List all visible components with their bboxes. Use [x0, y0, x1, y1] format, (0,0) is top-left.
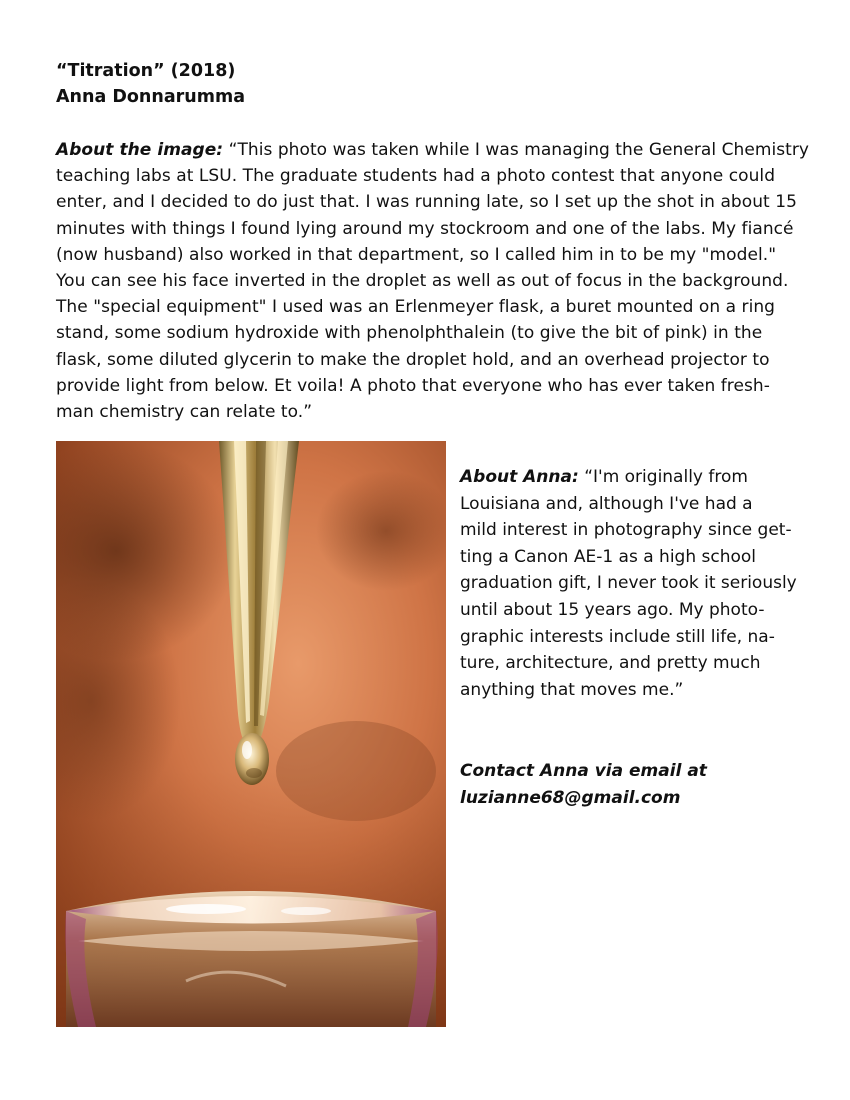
- about-anna-paragraph: [460, 464, 820, 703]
- contact-label: Contact Anna via email at: [460, 761, 707, 781]
- about-image-line: (now husband) also worked in that department, so I called him in to be my "model.": [56, 244, 777, 265]
- flask-rim: [65, 891, 437, 1027]
- about-image-line: The "special equipment" I used was an Erlenmeyer flask, a buret mounted on a ring: [56, 297, 776, 318]
- about-image-line: enter, and I decided to do just that. I was running late, so I set up the shot in about 15: [56, 192, 797, 213]
- about-the-image-paragraph: [56, 137, 816, 425]
- about-image-line: minutes with things I found lying around my stockroom and one of the labs. My fiancé: [56, 218, 794, 239]
- about-anna-line: mild interest in photography since get-: [460, 520, 792, 541]
- about-image-line: teaching labs at LSU. The graduate students had a photo contest that anyone could: [56, 166, 776, 187]
- titration-photo: [56, 441, 446, 1027]
- about-image-line: stand, some sodium hydroxide with phenolphthalein (to give the bit of pink) in the: [56, 323, 763, 344]
- about-anna-line: until about 15 years ago. My photo-: [460, 599, 765, 620]
- about-image-line: man chemistry can relate to.”: [56, 402, 313, 423]
- about-anna-line: ture, architecture, and pretty much: [460, 653, 761, 674]
- about-anna-line-1: [460, 464, 820, 491]
- about-anna-text: “I'm originally from: [578, 467, 748, 487]
- about-image-line: flask, some diluted glycerin to make the droplet hold, and an overhead projector to: [56, 349, 770, 370]
- about-anna-line: graduation gift, I never took it seriously: [460, 573, 797, 594]
- about-image-line: provide light from below. Et voila! A photo that everyone who has ever taken fresh-: [56, 375, 770, 396]
- about-image-label: About the image:: [56, 140, 224, 160]
- about-anna-line: graphic interests include still life, na-: [460, 626, 775, 647]
- header: [56, 58, 245, 110]
- photo-title: “Titration” (2018): [56, 61, 236, 81]
- about-image-line-1: [56, 137, 816, 163]
- contact-email[interactable]: luzianne68@gmail.com: [460, 787, 681, 808]
- about-anna-line: anything that moves me.”: [460, 679, 684, 700]
- about-image-line: You can see his face inverted in the droplet as well as out of focus in the background.: [56, 271, 789, 292]
- about-image-text: “This photo was taken while I was managing the General Chemistry: [223, 140, 810, 160]
- about-anna-line: ting a Canon AE-1 as a high school: [460, 546, 757, 567]
- author-name: Anna Donnarumma: [56, 87, 246, 107]
- droplet: [235, 733, 269, 785]
- contact-info: [460, 758, 707, 811]
- about-anna-label: About Anna:: [460, 467, 579, 487]
- about-anna-line: Louisiana and, although I've had a: [460, 493, 753, 514]
